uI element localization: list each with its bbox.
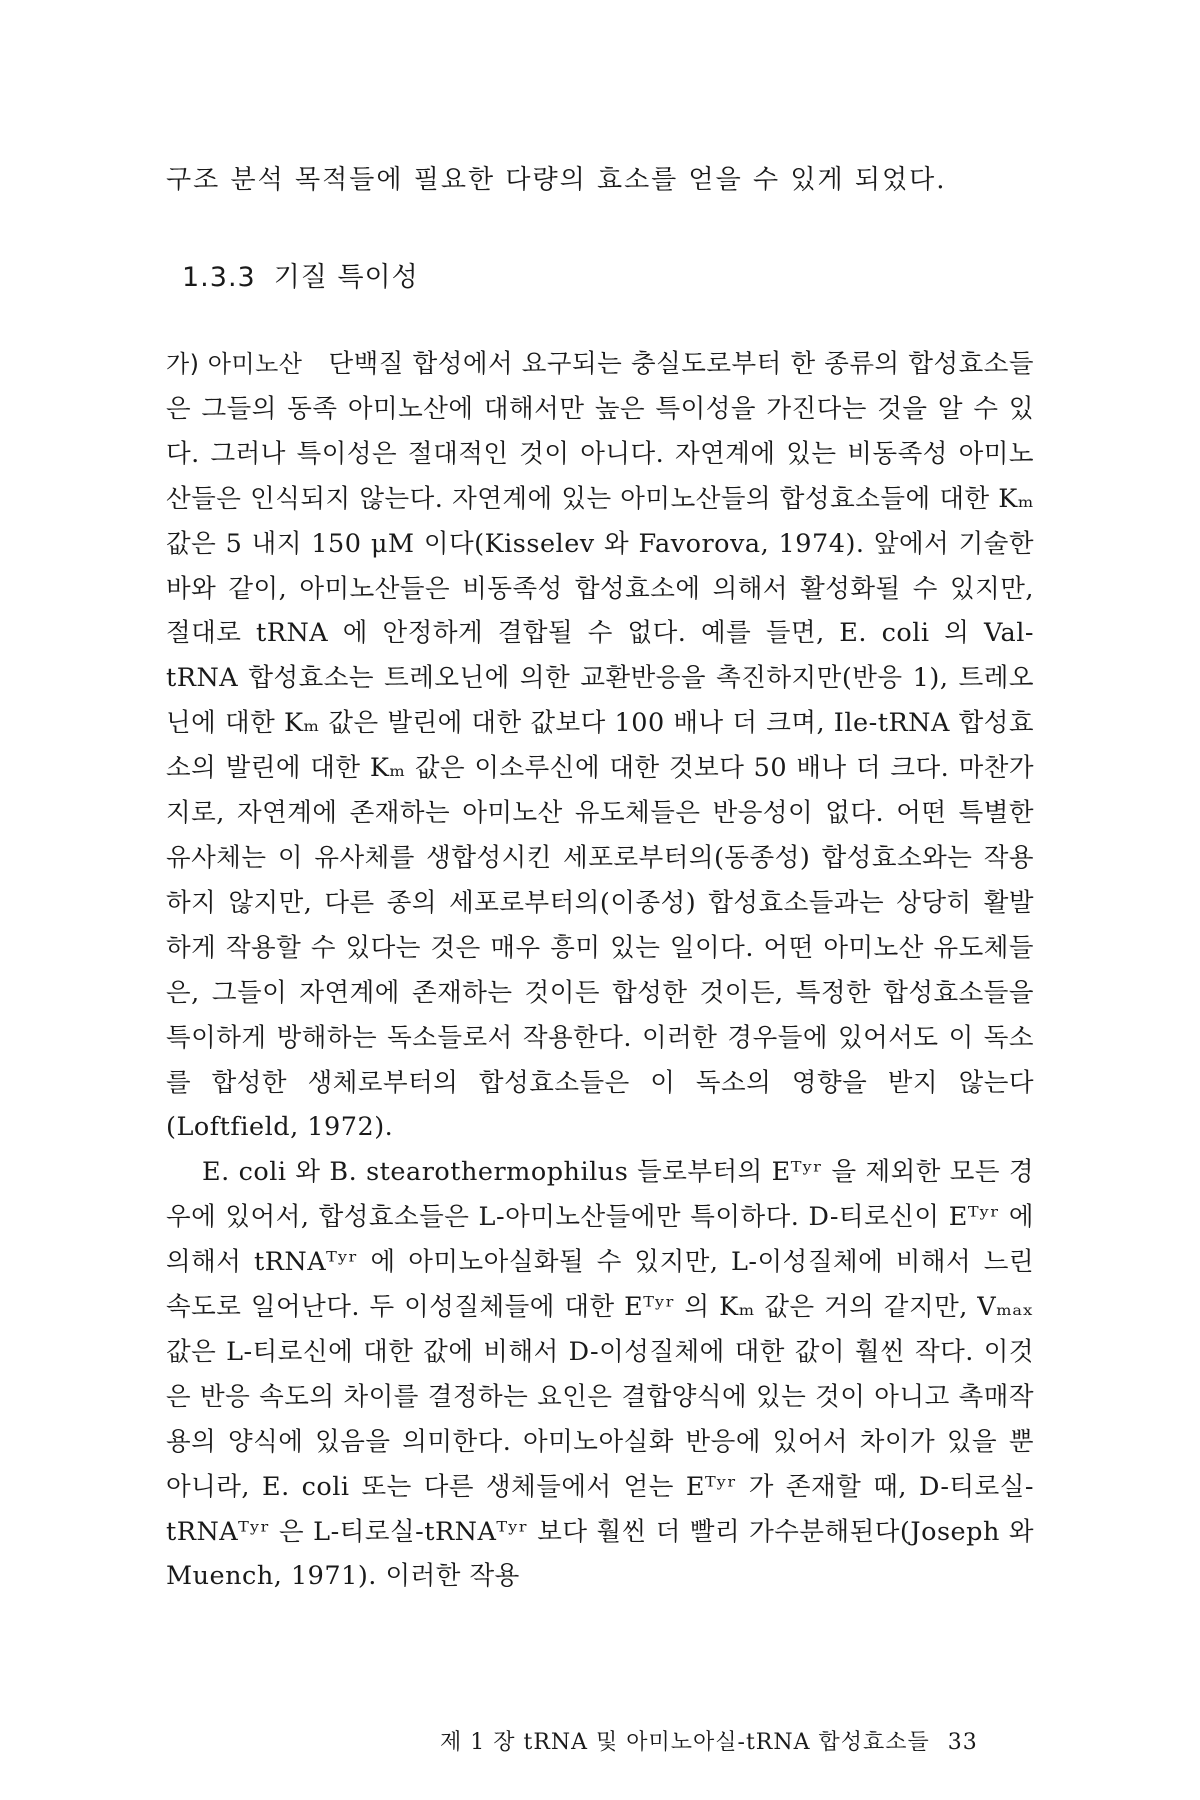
paragraph-stereospecificity: E. coli 와 B. stearothermophilus 들로부터의 Eᵀʸʳ 을 제외한 모든 경우에 있어서, 합성효소들은 L-아미노산들에만 특이하다. D-티로신이 Eᵀʸʳ 에 의해서 tRNAᵀʸʳ 에 아미노아실화될 수 있지만, L-이성질체에 비해서 느린 속도로 일어난다. 두 이성질체들에 대한 Eᵀʸʳ 의 Kₘ 값은 거의 같지만, Vₘₐₓ 값은 L-티로신에 대한 값에 비해서 D-이성질체에 대한 값이 훨씬 작다. 이것은 반응 속도의 차이를 결정하는 요인은 결합양식에 있는 것이 아니고 촉매작용의 양식에 있음을 의미한다. 아미노아실화 반응에 있어서 차이가 있을 뿐 아니라, E. coli 또는 다른 생체들에서 얻는 Eᵀʸʳ 가 존재할 때, D-티로실-tRNAᵀʸʳ 은 L-티로실-tRNAᵀʸʳ 보다 훨씬 더 빨리 가수분해된다(Joseph 와 Muench, 1971). 이러한 작용 [166,1157,1034,1592]
page-number: 33 [947,1730,978,1755]
body-text [166,342,1034,1599]
section-heading [182,255,419,294]
running-footer: 제 1 장 tRNA 및 아미노아실-tRNA 합성효소들 [440,1730,930,1755]
paragraph-label: 가) 아미노산 [166,350,303,378]
section-number: 1.3.3 [182,262,256,293]
paragraph-amino-acid [166,342,1034,1150]
section-title: 기질 특이성 [273,262,419,293]
paragraph-text: 단백질 합성에서 요구되는 충실도로부터 한 종류의 합성효소들은 그들의 동족 아미노산에 대해서만 높은 특이성을 가진다는 것을 알 수 있다. 그러나 특이성은 절대적인 것이 아니다. 자연계에 있는 비동족성 아미노산들은 인식되지 않는다. 자연계에 있는 아미노산들의 합성효소들에 대한 Kₘ 값은 5 내지 150 μM 이다(Kisselev 와 Favorova, 1974). 앞에서 기술한 바와 같이, 아미노산들은 비동족성 합성효소에 의해서 활성화될 수 있지만, 절대로 tRNA 에 안정하게 결합될 수 없다. 예를 들면, E. coli 의 Val-tRNA 합성효소는 트레오닌에 의한 교환반응을 촉진하지만(반응 1), 트레오닌에 대한 Kₘ 값은 발린에 대한 값보다 100 배나 더 크며, Ile-tRNA 합성효소의 발린에 대한 Kₘ 값은 이소루신에 대한 것보다 50 배나 더 크다. 마찬가지로, 자연계에 존재하는 아미노산 유도체들은 반응성이 없다. 어떤 특별한 유사체는 이 유사체를 생합성시킨 세포로부터의(동종성) 합성효소와는 작용하지 않지만, 다른 종의 세포로부터의(이종성) 합성효소들과는 상당히 활발하게 작용할 수 있다는 것은 매우 흥미 있는 일이다. 어떤 아미노산 유도체들은, 그들이 자연계에 존재하는 것이든 합성한 것이든, 특정한 합성효소들을 특이하게 방해하는 독소들로서 작용한다. 이러한 경우들에 있어서도 이 독소를 합성한 생체로부터의 합성효소들은 이 독소의 영향을 받지 않는다(Loftfield, 1972). [166,349,1034,1143]
page-footer [440,1725,1040,1756]
intro-line: 구조 분석 목적들에 필요한 다량의 효소를 얻을 수 있게 되었다. [166,165,947,195]
